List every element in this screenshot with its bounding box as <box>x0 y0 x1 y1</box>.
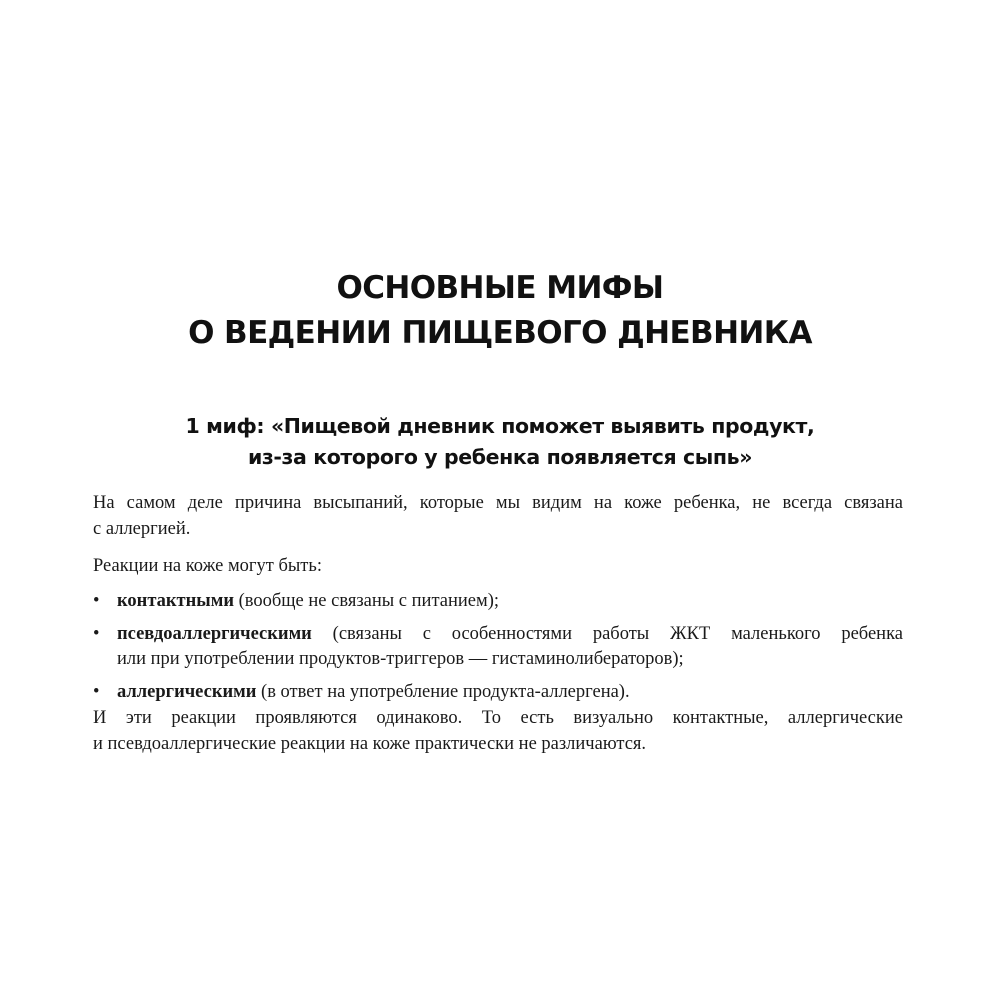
list-item-text: (в ответ на употребление продукта-аллергена). <box>256 681 630 702</box>
list-item <box>93 622 903 673</box>
list-item-text: (вообще не связаны с питанием); <box>234 591 499 611</box>
paragraph-conclusion-line-1: И эти реакции проявляются одинаково. То есть визуально контактные, аллергические <box>93 708 903 728</box>
paragraph-intro-line-1: На самом деле причина высыпаний, которые мы видим на коже ребенка, не всегда связана <box>93 493 903 513</box>
paragraph-intro-line-2: с аллергией. <box>93 518 191 539</box>
list-item-text-continued: или при употреблении продуктов-триггеров — гистаминолибераторов); <box>117 649 684 669</box>
paragraph-reactions-lead: Реакции на коже могут быть: <box>93 556 322 576</box>
list-item <box>93 680 903 706</box>
paragraph-conclusion <box>93 706 903 757</box>
page-title <box>0 266 1000 356</box>
myth-heading <box>0 411 1000 473</box>
list-item-term: контактными <box>117 591 234 611</box>
list-item <box>93 589 903 615</box>
list-item-term: псевдоаллергическими <box>117 623 312 644</box>
paragraph-conclusion-line-2: и псевдоаллергические реакции на коже практически не различаются. <box>93 733 647 754</box>
bullet-icon: • <box>93 591 100 611</box>
myth-heading-line-1: 1 миф: «Пищевой дневник поможет выявить продукт, <box>185 414 815 438</box>
bullet-icon: • <box>93 623 100 644</box>
list-item-term: аллергическими <box>117 681 257 702</box>
paragraph-intro <box>93 491 903 542</box>
page-title-line-2: О ВЕДЕНИИ ПИЩЕВОГО ДНЕВНИКА <box>188 315 812 351</box>
list-item-text: (связаны с особенностями работы ЖКТ маленького ребенка <box>311 623 903 644</box>
page-title-line-1: ОСНОВНЫЕ МИФЫ <box>336 270 664 306</box>
reaction-types-list <box>93 589 903 712</box>
myth-heading-line-2: из-за которого у ребенка появляется сыпь» <box>247 445 753 469</box>
bullet-icon: • <box>93 681 100 702</box>
